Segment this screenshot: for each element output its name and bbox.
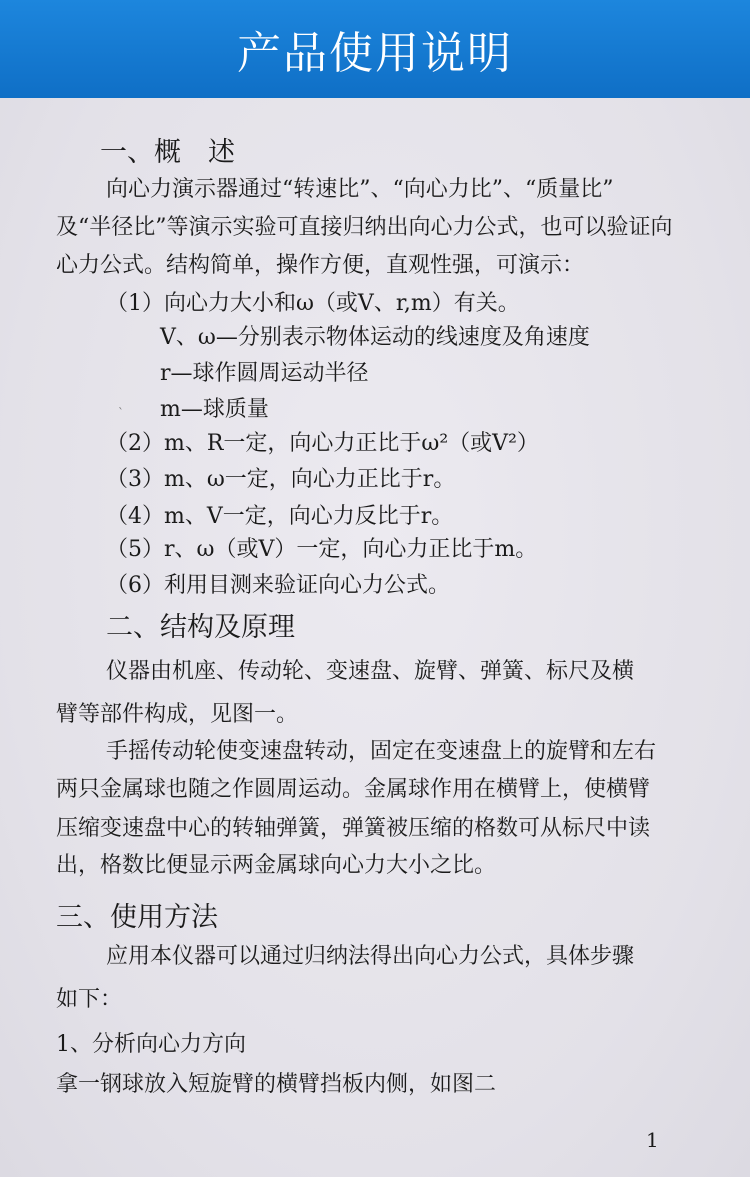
paragraph-line: 两只金属球也随之作圆周运动。金属球作用在横臂上，使横臂 bbox=[56, 777, 651, 802]
paragraph-line: 手摇传动轮使变速盘转动，固定在变速盘上的旋臂和左右 bbox=[106, 739, 657, 764]
section-heading-structure: 二、结构及原理 bbox=[106, 612, 295, 643]
page-title: 产品使用说明 bbox=[237, 28, 513, 79]
paragraph-line: 应用本仪器可以通过归纳法得出向心力公式，具体步骤 bbox=[106, 944, 635, 969]
section-heading-usage: 三、使用方法 bbox=[56, 902, 218, 933]
step-heading: 1、分析向心力方向 bbox=[56, 1032, 246, 1057]
paragraph-line: 及“半径比”等演示实验可直接归纳出向心力公式，也可以验证向 bbox=[56, 215, 673, 240]
header-banner bbox=[0, 0, 750, 98]
list-item-detail: r—球作圆周运动半径 bbox=[160, 361, 369, 386]
list-item: （2）m、R一定，向心力正比于ω²（或V²） bbox=[106, 431, 539, 456]
list-item-detail: m—球质量 bbox=[160, 397, 269, 422]
list-item: （4）m、V一定，向心力反比于r。 bbox=[106, 504, 454, 529]
paragraph-line: 心力公式。结构简单，操作方便，直观性强，可演示： bbox=[56, 253, 585, 278]
paragraph-line: 出，格数比便显示两金属球向心力大小之比。 bbox=[56, 853, 497, 878]
paragraph-line: 向心力演示器通过“转速比”、“向心力比”、“质量比” bbox=[106, 177, 614, 202]
list-item: （1）向心力大小和ω（或V、r,m）有关。 bbox=[106, 291, 520, 316]
list-item: （6）利用目测来验证向心力公式。 bbox=[106, 573, 450, 598]
scan-mark: ` bbox=[118, 406, 124, 420]
paragraph-line: 如下： bbox=[56, 987, 123, 1012]
paragraph-line: 仪器由机座、传动轮、变速盘、旋臂、弹簧、标尺及横 bbox=[106, 659, 635, 684]
paragraph-line: 压缩变速盘中心的转轴弹簧，弹簧被压缩的格数可从标尺中读 bbox=[56, 816, 651, 841]
section-heading-overview: 一、概 述 bbox=[100, 137, 235, 168]
page-number: 1 bbox=[646, 1128, 659, 1152]
paragraph-line: 拿一钢球放入短旋臂的横臂挡板内侧，如图二 bbox=[56, 1072, 497, 1097]
paragraph-line: 臂等部件构成，见图一。 bbox=[56, 702, 299, 727]
list-item: （3）m、ω一定，向心力正比于r。 bbox=[106, 467, 456, 492]
list-item-detail: V、ω—分别表示物体运动的线速度及角速度 bbox=[160, 325, 590, 350]
list-item: （5）r、ω（或V）一定，向心力正比于m。 bbox=[106, 537, 538, 562]
